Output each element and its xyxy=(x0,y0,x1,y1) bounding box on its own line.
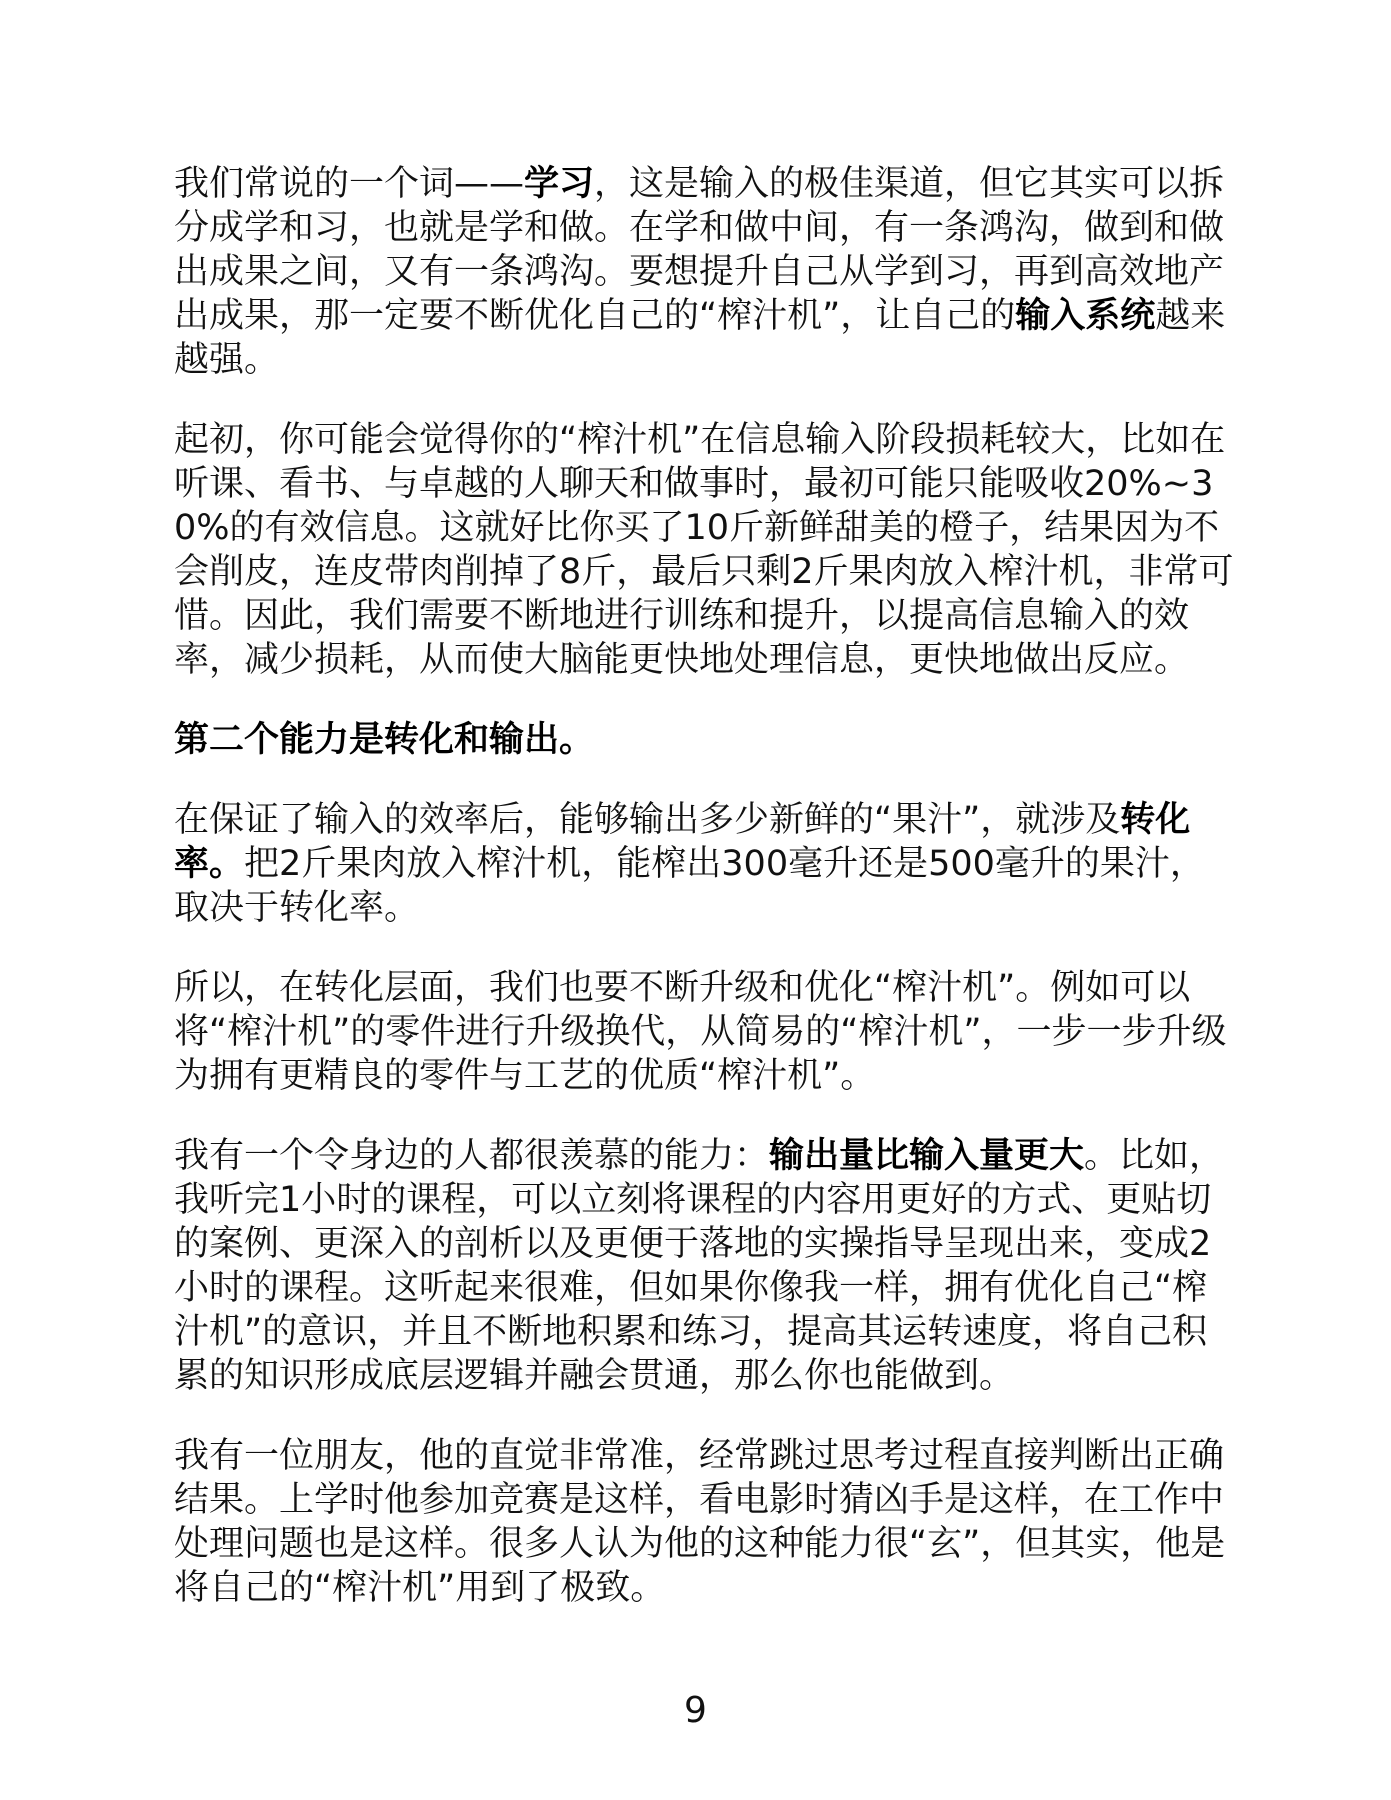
text-run: 起初，你可能会觉得你的“榨汁机”在信息输入阶段损耗较大，比如在听课、看书、与卓越的人聊天和做事时，最初可能只能吸收20%~30%的有效信息。这就好比你买了10斤新鲜甜美的橙子，结果因为不会削皮，连皮带肉削掉了8斤，最后只剩2斤果肉放入榨汁机，非常可惜。因此，我们需要不断地进行训练和提升，以提高信息输入的效率，减少损耗，从而使大脑能更快地处理信息，更快地做出反应。 xyxy=(174,420,1234,680)
text-run: 在保证了输入的效率后，能够输出多少新鲜的“果汁”，就涉及 xyxy=(174,800,1121,840)
text-run: 我有一个令身边的人都很羡慕的能力： xyxy=(174,1136,770,1176)
bold-text-run: 学习 xyxy=(524,164,595,204)
bold-text-run: 转化率。 xyxy=(174,800,1191,884)
text-run: 。比如，我听完1小时的课程，可以立刻将课程的内容用更好的方式、更贴切的案例、更深入的剖析以及更便于落地的实操指导呈现出来，变成2小时的课程。这听起来很难，但如果你像我一样，拥有优化自己“榨汁机”的意识，并且不断地积累和练习，提高其运转速度，将自己积累的知识形成底层逻辑并融会贯通，那么你也能做到。 xyxy=(174,1136,1225,1396)
paragraph xyxy=(174,162,1234,382)
text-run: 我们常说的一个词—— xyxy=(174,164,525,204)
section-heading xyxy=(174,718,1234,762)
paragraph xyxy=(174,966,1234,1098)
paragraph xyxy=(174,1134,1234,1398)
paragraph xyxy=(174,1434,1234,1610)
paragraph xyxy=(174,798,1234,930)
text-run: 把2斤果肉放入榨汁机，能榨出300毫升还是500毫升的果汁，取决于转化率。 xyxy=(174,844,1205,928)
text-run: 所以，在转化层面，我们也要不断升级和优化“榨汁机”。例如可以将“榨汁机”的零件进行升级换代，从简易的“榨汁机”，一步一步升级为拥有更精良的零件与工艺的优质“榨汁机”。 xyxy=(174,968,1227,1096)
text-run: 我有一位朋友，他的直觉非常准，经常跳过思考过程直接判断出正确结果。上学时他参加竞赛是这样，看电影时猜凶手是这样，在工作中处理问题也是这样。很多人认为他的这种能力很“玄”，但其实，他是将自己的“榨汁机”用到了极致。 xyxy=(174,1436,1226,1608)
bold-text-run: 输入系统 xyxy=(1015,296,1156,336)
text-run: ，这是输入的极佳渠道，但它其实可以拆分成学和习，也就是学和做。在学和做中间，有一条鸿沟，做到和做出成果之间，又有一条鸿沟。要想提升自己从学到习，再到高效地产出成果，那一定要不断优化自己的“榨汁机”，让自己的 xyxy=(174,164,1225,336)
bold-text-run: 输出量比输入量更大 xyxy=(769,1136,1085,1176)
bold-text-run: 第二个能力是转化和输出。 xyxy=(174,720,595,760)
text-run: 越来越强。 xyxy=(174,296,1226,380)
body-text xyxy=(174,162,1234,1646)
page-number: 9 xyxy=(684,1690,707,1731)
paragraph xyxy=(174,418,1234,682)
